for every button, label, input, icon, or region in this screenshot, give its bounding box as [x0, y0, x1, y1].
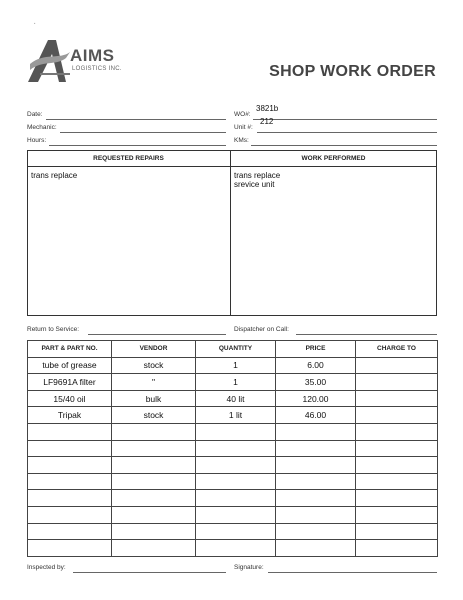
kms-line[interactable]: [251, 145, 437, 146]
price-cell[interactable]: 6.00: [276, 357, 356, 374]
signature-label: Signature:: [234, 564, 264, 571]
parts-table-row: [28, 374, 438, 391]
mechanic-label: Mechanic:: [27, 124, 57, 131]
vendor-cell[interactable]: [112, 540, 196, 557]
unit-number-label: Unit #:: [234, 124, 253, 131]
parts-table-row: [28, 506, 438, 523]
part-number-cell[interactable]: [28, 423, 112, 440]
price-cell[interactable]: [276, 440, 356, 457]
quantity-cell[interactable]: [196, 457, 276, 474]
company-tagline: LOGISTICS INC.: [72, 66, 122, 72]
charge-to-cell[interactable]: [356, 506, 438, 523]
charge-to-cell[interactable]: [356, 407, 438, 424]
kms-label: KMs:: [234, 137, 249, 144]
charge-to-cell[interactable]: [356, 440, 438, 457]
part-number-cell[interactable]: [28, 457, 112, 474]
part-number-cell[interactable]: tube of grease: [28, 357, 112, 374]
quantity-cell[interactable]: [196, 423, 276, 440]
part-number-cell[interactable]: Tripak: [28, 407, 112, 424]
work-performed-line: trans replace: [234, 171, 281, 180]
wo-number-value: 3821b: [256, 104, 279, 113]
price-cell[interactable]: [276, 457, 356, 474]
parts-header-row: [28, 341, 438, 358]
stray-mark: ·: [33, 18, 37, 29]
price-cell[interactable]: 35.00: [276, 374, 356, 391]
unit-number-line[interactable]: [257, 132, 437, 133]
part-number-cell[interactable]: 15/40 oil: [28, 390, 112, 407]
signature-line[interactable]: [268, 572, 437, 573]
return-to-service-label: Return to Service:: [27, 326, 80, 333]
price-cell[interactable]: 46.00: [276, 407, 356, 424]
quantity-cell[interactable]: [196, 473, 276, 490]
date-label: Date:: [27, 111, 43, 118]
vendor-cell[interactable]: bulk: [112, 390, 196, 407]
charge-to-header: CHARGE TO: [356, 341, 438, 358]
work-performed-header: WORK PERFORMED: [301, 155, 366, 162]
hours-line[interactable]: [49, 145, 226, 146]
quantity-cell[interactable]: 1: [196, 374, 276, 391]
quantity-cell[interactable]: [196, 440, 276, 457]
price-cell[interactable]: [276, 473, 356, 490]
wo-number-line[interactable]: [253, 119, 437, 120]
part-number-cell[interactable]: [28, 440, 112, 457]
unit-number-value: 212: [260, 117, 274, 126]
requested-repair-line: trans replace: [31, 171, 78, 180]
quantity-cell[interactable]: 1 lit: [196, 407, 276, 424]
parts-table-row: [28, 540, 438, 557]
vendor-cell[interactable]: stock: [112, 407, 196, 424]
vendor-cell[interactable]: ": [112, 374, 196, 391]
quantity-header: QUANTITY: [196, 341, 276, 358]
wo-number-label: WO#:: [234, 111, 251, 118]
vendor-cell[interactable]: [112, 506, 196, 523]
repairs-header-line: [27, 166, 437, 167]
part-number-cell[interactable]: [28, 490, 112, 507]
price-cell[interactable]: 120.00: [276, 390, 356, 407]
vendor-header: VENDOR: [112, 341, 196, 358]
parts-table-row: [28, 490, 438, 507]
company-name: AIMS: [70, 46, 115, 65]
price-cell[interactable]: [276, 506, 356, 523]
inspected-by-label: Inspected by:: [27, 564, 66, 571]
charge-to-cell[interactable]: [356, 457, 438, 474]
repairs-divider: [230, 150, 231, 316]
price-cell[interactable]: [276, 523, 356, 540]
work-performed-text[interactable]: [234, 171, 433, 189]
part-number-cell[interactable]: [28, 523, 112, 540]
parts-table-row: [28, 390, 438, 407]
quantity-cell[interactable]: [196, 490, 276, 507]
part-number-cell[interactable]: [28, 540, 112, 557]
work-performed-line: srevice unit: [234, 180, 275, 189]
return-to-service-line[interactable]: [88, 334, 226, 335]
parts-table-row: [28, 440, 438, 457]
charge-to-cell[interactable]: [356, 423, 438, 440]
parts-table-row: [28, 473, 438, 490]
parts-table-row: [28, 423, 438, 440]
vendor-cell[interactable]: stock: [112, 357, 196, 374]
dispatcher-line[interactable]: [296, 334, 437, 335]
part-number-cell[interactable]: LF9691A filter: [28, 374, 112, 391]
vendor-cell[interactable]: [112, 473, 196, 490]
quantity-cell[interactable]: [196, 523, 276, 540]
parts-table: [27, 340, 438, 557]
price-cell[interactable]: [276, 490, 356, 507]
charge-to-cell[interactable]: [356, 540, 438, 557]
charge-to-cell[interactable]: [356, 357, 438, 374]
vendor-cell[interactable]: [112, 490, 196, 507]
charge-to-cell[interactable]: [356, 374, 438, 391]
parts-table-row: [28, 357, 438, 374]
vendor-cell[interactable]: [112, 457, 196, 474]
document-title: SHOP WORK ORDER: [269, 63, 436, 80]
parts-table-row: [28, 407, 438, 424]
quantity-cell[interactable]: [196, 506, 276, 523]
vendor-cell[interactable]: [112, 423, 196, 440]
price-cell[interactable]: [276, 423, 356, 440]
inspected-by-line[interactable]: [73, 572, 226, 573]
requested-repairs-text[interactable]: [31, 171, 226, 180]
charge-to-cell[interactable]: [356, 523, 438, 540]
charge-to-cell[interactable]: [356, 473, 438, 490]
part-number-cell[interactable]: [28, 473, 112, 490]
dispatcher-label: Dispatcher on Call:: [234, 326, 289, 333]
price-header: PRICE: [276, 341, 356, 358]
quantity-cell[interactable]: [196, 540, 276, 557]
price-cell[interactable]: [276, 540, 356, 557]
vendor-cell[interactable]: [112, 440, 196, 457]
vendor-cell[interactable]: [112, 523, 196, 540]
quantity-cell[interactable]: 40 lit: [196, 390, 276, 407]
requested-repairs-header: REQUESTED REPAIRS: [93, 155, 164, 162]
date-line[interactable]: [46, 119, 226, 120]
mechanic-line[interactable]: [60, 132, 226, 133]
quantity-cell[interactable]: 1: [196, 357, 276, 374]
part-number-cell[interactable]: [28, 506, 112, 523]
charge-to-cell[interactable]: [356, 490, 438, 507]
hours-label: Hours:: [27, 137, 47, 144]
part-number-header: PART & PART NO.: [28, 341, 112, 358]
parts-table-row: [28, 457, 438, 474]
parts-table-row: [28, 523, 438, 540]
charge-to-cell[interactable]: [356, 390, 438, 407]
